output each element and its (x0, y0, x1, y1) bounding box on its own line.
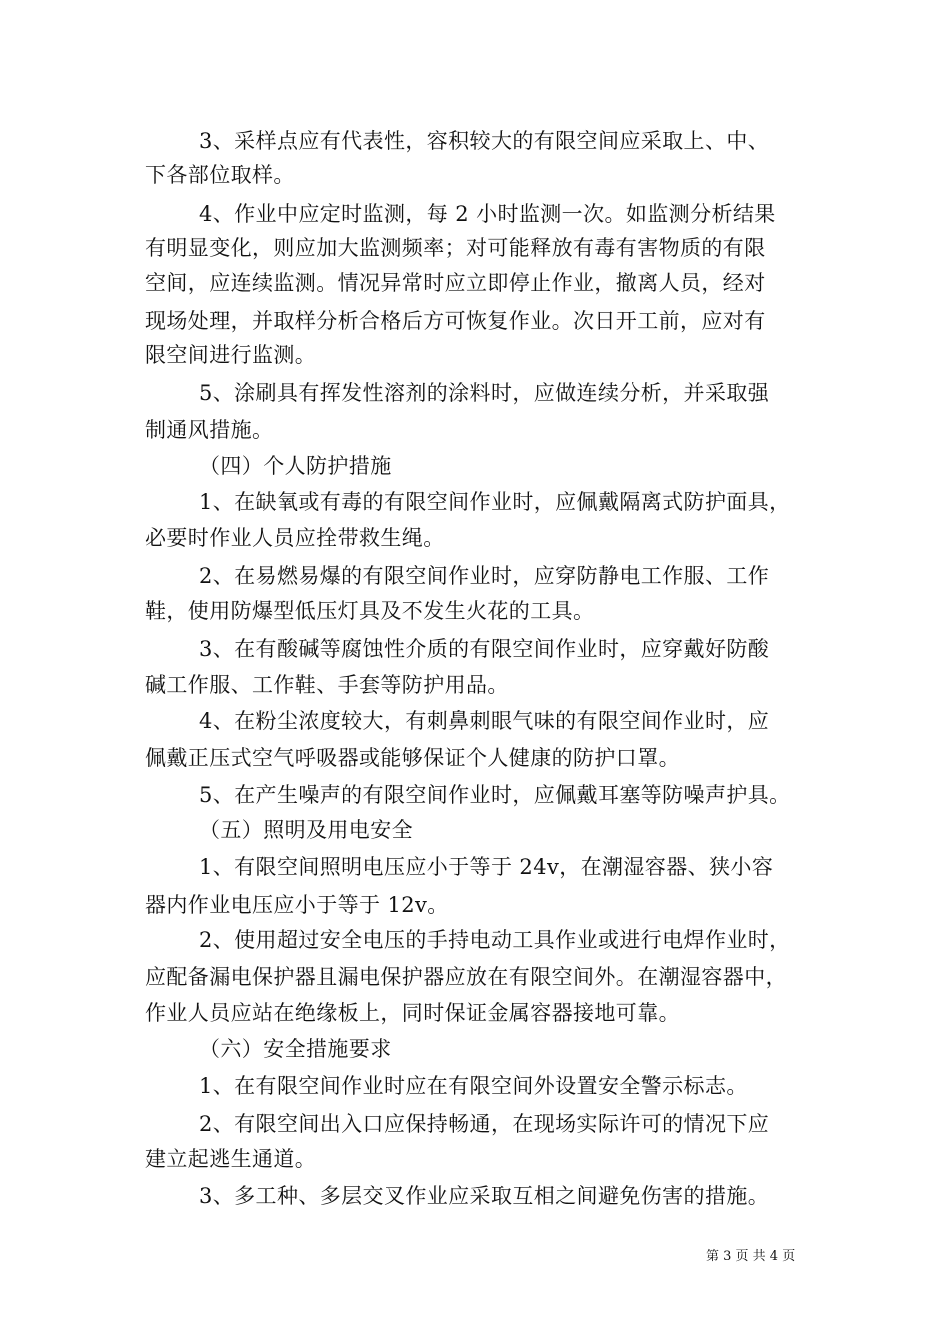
paragraph-line: 3、多工种、多层交叉作业应采取互相之间避免伤害的措施。 (199, 1184, 770, 1208)
paragraph-line: 4、在粉尘浓度较大，有刺鼻刺眼气味的有限空间作业时，应 (199, 709, 770, 733)
paragraph-line: 佩戴正压式空气呼吸器或能够保证个人健康的防护口罩。 (145, 746, 680, 770)
paragraph-line: 2、在易燃易爆的有限空间作业时，应穿防静电工作服、工作 (199, 564, 770, 588)
paragraph-line: 器内作业电压应小于等于 12v。 (145, 893, 449, 917)
paragraph-line: 空间，应连续监测。情况异常时应立即停止作业，撤离人员，经对 (145, 271, 766, 295)
section-heading: （五）照明及用电安全 (199, 818, 413, 842)
paragraph-line: 4、作业中应定时监测，每 2 小时监测一次。如监测分析结果 (199, 202, 776, 226)
paragraph-line: 碱工作服、工作鞋、手套等防护用品。 (145, 673, 509, 697)
paragraph-line: 下各部位取样。 (145, 163, 295, 187)
paragraph-line: 建立起逃生通道。 (145, 1147, 317, 1171)
paragraph-line: 3、采样点应有代表性，容积较大的有限空间应采取上、中、 (199, 129, 770, 153)
section-heading: （四）个人防护措施 (199, 454, 392, 478)
paragraph-line: 3、在有酸碱等腐蚀性介质的有限空间作业时，应穿戴好防酸 (199, 637, 770, 661)
paragraph-line: 限空间进行监测。 (145, 343, 317, 367)
paragraph-line: 现场处理，并取样分析合格后方可恢复作业。次日开工前，应对有 (145, 309, 766, 333)
paragraph-line: 制通风措施。 (145, 418, 274, 442)
paragraph-line: 2、使用超过安全电压的手持电动工具作业或进行电焊作业时， (199, 928, 791, 952)
paragraph-line: 1、在缺氧或有毒的有限空间作业时，应佩戴隔离式防护面具， (199, 490, 791, 514)
paragraph-line: 5、涂刷具有挥发性溶剂的涂料时，应做连续分析，并采取强 (199, 381, 770, 405)
paragraph-line: 1、有限空间照明电压应小于等于 24v，在潮湿容器、狭小容 (199, 855, 774, 879)
section-heading: （六）安全措施要求 (199, 1037, 392, 1061)
paragraph-line: 5、在产生噪声的有限空间作业时，应佩戴耳塞等防噪声护具。 (199, 783, 791, 807)
paragraph-line: 必要时作业人员应拴带救生绳。 (145, 526, 445, 550)
paragraph-line: 2、有限空间出入口应保持畅通，在现场实际许可的情况下应 (199, 1112, 770, 1136)
paragraph-line: 作业人员应站在绝缘板上，同时保证金属容器接地可靠。 (145, 1001, 680, 1025)
paragraph-line: 应配备漏电保护器且漏电保护器应放在有限空间外。在潮湿容器中， (145, 965, 787, 989)
paragraph-line: 鞋，使用防爆型低压灯具及不发生火花的工具。 (145, 599, 595, 623)
paragraph-line: 有明显变化，则应加大监测频率；对可能释放有毒有害物质的有限 (145, 236, 766, 260)
paragraph-line: 1、在有限空间作业时应在有限空间外设置安全警示标志。 (199, 1074, 748, 1098)
page-number: 第 3 页 共 4 页 (706, 1249, 796, 1264)
